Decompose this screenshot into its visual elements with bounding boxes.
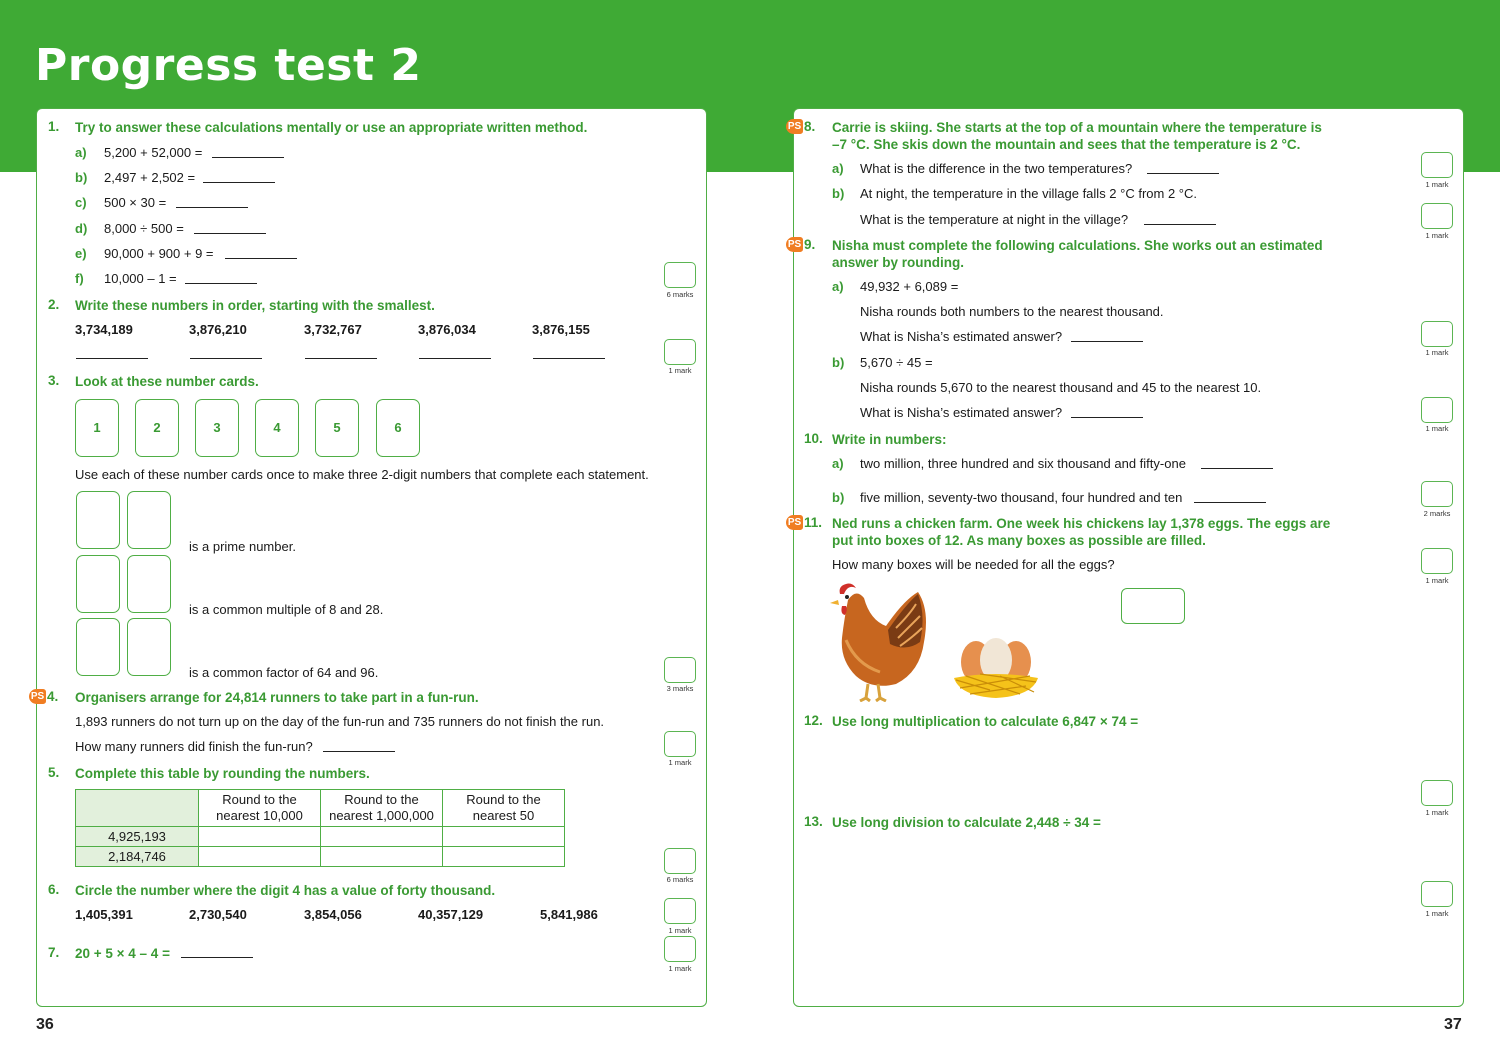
q8-line-2: –7 °C. She skis down the mountain and sees that the temperature is 2 °C. <box>832 137 1301 152</box>
ps-badge-q11: PS <box>787 517 802 528</box>
table-header-cell: Round to the nearest 1,000,000 <box>321 790 443 827</box>
q10a-answer-line[interactable] <box>1201 468 1273 469</box>
number-card-3[interactable]: 3 <box>195 399 239 457</box>
q9a-label: a) <box>832 279 844 294</box>
q10-text: Write in numbers: <box>832 432 947 447</box>
q8a-marks-label: 1 mark <box>1425 180 1449 189</box>
page-number-right: 37 <box>1444 1016 1462 1033</box>
q1c-expr: 500 × 30 = <box>104 195 167 210</box>
q3-text: Look at these number cards. <box>75 374 259 389</box>
q11-answer-box[interactable] <box>1121 588 1185 624</box>
q9-line-1: Nisha must complete the following calculations. She works out an estimated <box>832 238 1323 253</box>
q9-number: 9. <box>804 237 816 252</box>
q7-marks-box[interactable] <box>664 936 696 962</box>
table-answer-cell[interactable] <box>321 827 443 847</box>
q5-marks-box[interactable] <box>664 848 696 874</box>
q3-empty-card-2a[interactable] <box>76 555 120 613</box>
q9a-marks-label: 1 mark <box>1425 348 1449 357</box>
q11-line-2: put into boxes of 12. As many boxes as possible are filled. <box>832 533 1206 548</box>
table-header-row <box>76 790 565 827</box>
q9b-answer-line[interactable] <box>1071 417 1143 418</box>
q2-number-4: 3,876,034 <box>418 322 476 337</box>
q6-number-2[interactable]: 2,730,540 <box>189 907 247 922</box>
q9b-marks-box[interactable] <box>1421 397 1453 423</box>
q12-text: Use long multiplication to calculate 6,847 × 74 = <box>832 714 1139 729</box>
q13-text: Use long division to calculate 2,448 ÷ 34 = <box>832 815 1101 830</box>
q1b-answer-line[interactable] <box>203 182 275 183</box>
q6-number-3[interactable]: 3,854,056 <box>304 907 362 922</box>
q2-number-2: 3,876,210 <box>189 322 247 337</box>
q3-empty-card-1a[interactable] <box>76 491 120 549</box>
q11-marks-label: 1 mark <box>1425 576 1449 585</box>
q4-answer-line[interactable] <box>323 751 395 752</box>
q9a-answer-line[interactable] <box>1071 341 1143 342</box>
q6-number: 6. <box>48 882 60 897</box>
q10-marks-label: 2 marks <box>1423 509 1451 518</box>
q8b-text-2: What is the temperature at night in the village? <box>860 212 1129 227</box>
q1-number: 1. <box>48 119 60 134</box>
q9b-text-1: Nisha rounds 5,670 to the nearest thousand and 45 to the nearest 10. <box>860 380 1262 395</box>
q1d-label: d) <box>75 221 88 236</box>
q8b-marks-box[interactable] <box>1421 203 1453 229</box>
table-answer-cell[interactable] <box>199 827 321 847</box>
number-card-2[interactable]: 2 <box>135 399 179 457</box>
q9b-label: b) <box>832 355 845 370</box>
q6-number-1[interactable]: 1,405,391 <box>75 907 133 922</box>
q1b-expr: 2,497 + 2,502 = <box>104 170 196 185</box>
table-header-cell: Round to the nearest 10,000 <box>199 790 321 827</box>
q2-answer-line-4[interactable] <box>419 358 491 359</box>
q9a-marks-box[interactable] <box>1421 321 1453 347</box>
chicken-icon <box>826 580 936 702</box>
number-card-5[interactable]: 5 <box>315 399 359 457</box>
q1a-label: a) <box>75 145 87 160</box>
q9-line-2: answer by rounding. <box>832 255 965 270</box>
q3-instruction: Use each of these number cards once to make three 2-digit numbers that complete each statement. <box>75 467 649 482</box>
q2-answer-line-5[interactable] <box>533 358 605 359</box>
q2-number-1: 3,734,189 <box>75 322 133 337</box>
q2-answer-line-3[interactable] <box>305 358 377 359</box>
q4-line-2: How many runners did finish the fun-run? <box>75 739 313 754</box>
q2-number: 2. <box>48 297 60 312</box>
q3-empty-card-1b[interactable] <box>127 491 171 549</box>
q9a-expr: 49,932 + 6,089 = <box>860 279 959 294</box>
q3-number: 3. <box>48 373 60 388</box>
table-answer-cell[interactable] <box>321 847 443 867</box>
q1a-answer-line[interactable] <box>212 157 284 158</box>
q7-answer-line[interactable] <box>181 957 253 958</box>
ps-badge-q9: PS <box>787 239 802 250</box>
q10b-text: five million, seventy-two thousand, four hundred and ten <box>860 490 1183 505</box>
q2-answer-line-2[interactable] <box>190 358 262 359</box>
q3-empty-card-2b[interactable] <box>127 555 171 613</box>
q6-marks-box[interactable] <box>664 898 696 924</box>
q1c-label: c) <box>75 195 87 210</box>
q5-number: 5. <box>48 765 60 780</box>
q10b-answer-line[interactable] <box>1194 502 1266 503</box>
q3-statement-2: is a common multiple of 8 and 28. <box>189 602 384 617</box>
q6-number-4[interactable]: 40,357,129 <box>418 907 484 922</box>
q5-marks-label: 6 marks <box>666 875 694 884</box>
table-row-label: 4,925,193 <box>76 827 199 847</box>
q3-empty-card-3b[interactable] <box>127 618 171 676</box>
q3-marks-box[interactable] <box>664 657 696 683</box>
q6-number-5[interactable]: 5,841,986 <box>540 907 598 922</box>
q1f-expr: 10,000 – 1 = <box>104 271 177 286</box>
q8a-answer-line[interactable] <box>1147 173 1219 174</box>
table-header-blank <box>76 790 199 827</box>
q11-question: How many boxes will be needed for all the eggs? <box>832 557 1115 572</box>
q11-number: 11. <box>804 515 823 530</box>
q2-number-3: 3,732,767 <box>304 322 362 337</box>
q8b-text-1: At night, the temperature in the village falls 2 °C from 2 °C. <box>860 186 1197 201</box>
q1e-expr: 90,000 + 900 + 9 = <box>104 246 214 261</box>
q2-number-5: 3,876,155 <box>532 322 590 337</box>
egg-nest-icon <box>950 632 1042 702</box>
q1f-answer-line[interactable] <box>185 283 257 284</box>
rounding-table <box>75 789 565 867</box>
table-row <box>76 827 565 847</box>
q13-marks-label: 1 mark <box>1425 909 1449 918</box>
q7-marks-label: 1 mark <box>668 964 692 973</box>
q10a-text: two million, three hundred and six thousand and fifty-one <box>860 456 1186 471</box>
q13-marks-box[interactable] <box>1421 881 1453 907</box>
q8-line-1: Carrie is skiing. She starts at the top of a mountain where the temperature is <box>832 120 1322 135</box>
q4-text: Organisers arrange for 24,814 runners to take part in a fun-run. <box>75 690 479 705</box>
q2-marks-box[interactable] <box>664 339 696 365</box>
q11-line-1: Ned runs a chicken farm. One week his chickens lay 1,378 eggs. The eggs are <box>832 516 1331 531</box>
q2-answer-line-1[interactable] <box>76 358 148 359</box>
q11-marks-box[interactable] <box>1421 548 1453 574</box>
table-row <box>76 847 565 867</box>
q1-text: Try to answer these calculations mentally or use an appropriate written method. <box>75 120 588 135</box>
q6-marks-label: 1 mark <box>668 926 692 935</box>
q8b-label: b) <box>832 186 845 201</box>
q8a-marks-box[interactable] <box>1421 152 1453 178</box>
table-answer-cell[interactable] <box>199 847 321 867</box>
q9b-text-2: What is Nisha’s estimated answer? <box>860 405 1063 420</box>
q10a-label: a) <box>832 456 844 471</box>
number-card-4[interactable]: 4 <box>255 399 299 457</box>
q1b-label: b) <box>75 170 88 185</box>
q10-number: 10. <box>804 431 823 446</box>
q2-marks-label: 1 mark <box>668 366 692 375</box>
table-row-label: 2,184,746 <box>76 847 199 867</box>
q7-number: 7. <box>48 945 60 960</box>
q7-text: 20 + 5 × 4 – 4 = <box>75 946 170 961</box>
q3-statement-3: is a common factor of 64 and 96. <box>189 665 379 680</box>
q1e-label: e) <box>75 246 87 261</box>
q1-marks-box[interactable] <box>664 262 696 288</box>
q13-number: 13. <box>804 814 823 829</box>
q12-marks-label: 1 mark <box>1425 808 1449 817</box>
table-answer-cell[interactable] <box>443 847 565 867</box>
q8b-marks-label: 1 mark <box>1425 231 1449 240</box>
q1d-answer-line[interactable] <box>194 233 266 234</box>
q1e-answer-line[interactable] <box>225 258 297 259</box>
q9a-text-2: What is Nisha’s estimated answer? <box>860 329 1063 344</box>
q9a-text-1: Nisha rounds both numbers to the nearest thousand. <box>860 304 1164 319</box>
q3-empty-card-3a[interactable] <box>76 618 120 676</box>
q1d-expr: 8,000 ÷ 500 = <box>104 221 184 236</box>
q9b-expr: 5,670 ÷ 45 = <box>860 355 933 370</box>
q2-text: Write these numbers in order, starting with the smallest. <box>75 298 435 313</box>
table-answer-cell[interactable] <box>443 827 565 847</box>
q3-statement-1: is a prime number. <box>189 539 296 554</box>
page-title: Progress test 2 <box>35 40 422 91</box>
q8a-label: a) <box>832 161 844 176</box>
q10b-label: b) <box>832 490 845 505</box>
q8-number: 8. <box>804 119 816 134</box>
q10-marks-box[interactable] <box>1421 481 1453 507</box>
number-card-6[interactable]: 6 <box>376 399 420 457</box>
q1a-expr: 5,200 + 52,000 = <box>104 145 203 160</box>
q4-marks-box[interactable] <box>664 731 696 757</box>
q8b-answer-line[interactable] <box>1144 224 1216 225</box>
q1c-answer-line[interactable] <box>176 207 248 208</box>
q5-text: Complete this table by rounding the numbers. <box>75 766 370 781</box>
q4-line-1: 1,893 runners do not turn up on the day of the fun-run and 735 runners do not finish the run. <box>75 714 605 729</box>
q3-marks-label: 3 marks <box>666 684 694 693</box>
q8a-text: What is the difference in the two temperatures? <box>860 161 1133 176</box>
q1-marks-label: 6 marks <box>666 290 694 299</box>
table-header-cell: Round to the nearest 50 <box>443 790 565 827</box>
ps-badge-q4: PS <box>30 691 45 702</box>
q1f-label: f) <box>75 271 84 286</box>
q12-number: 12. <box>804 713 823 728</box>
page-number-left: 36 <box>36 1016 54 1033</box>
ps-badge-q8: PS <box>787 121 802 132</box>
number-card-1[interactable]: 1 <box>75 399 119 457</box>
q6-text: Circle the number where the digit 4 has a value of forty thousand. <box>75 883 496 898</box>
q4-number: 4. <box>47 689 59 704</box>
q4-marks-label: 1 mark <box>668 758 692 767</box>
q12-marks-box[interactable] <box>1421 780 1453 806</box>
q9b-marks-label: 1 mark <box>1425 424 1449 433</box>
